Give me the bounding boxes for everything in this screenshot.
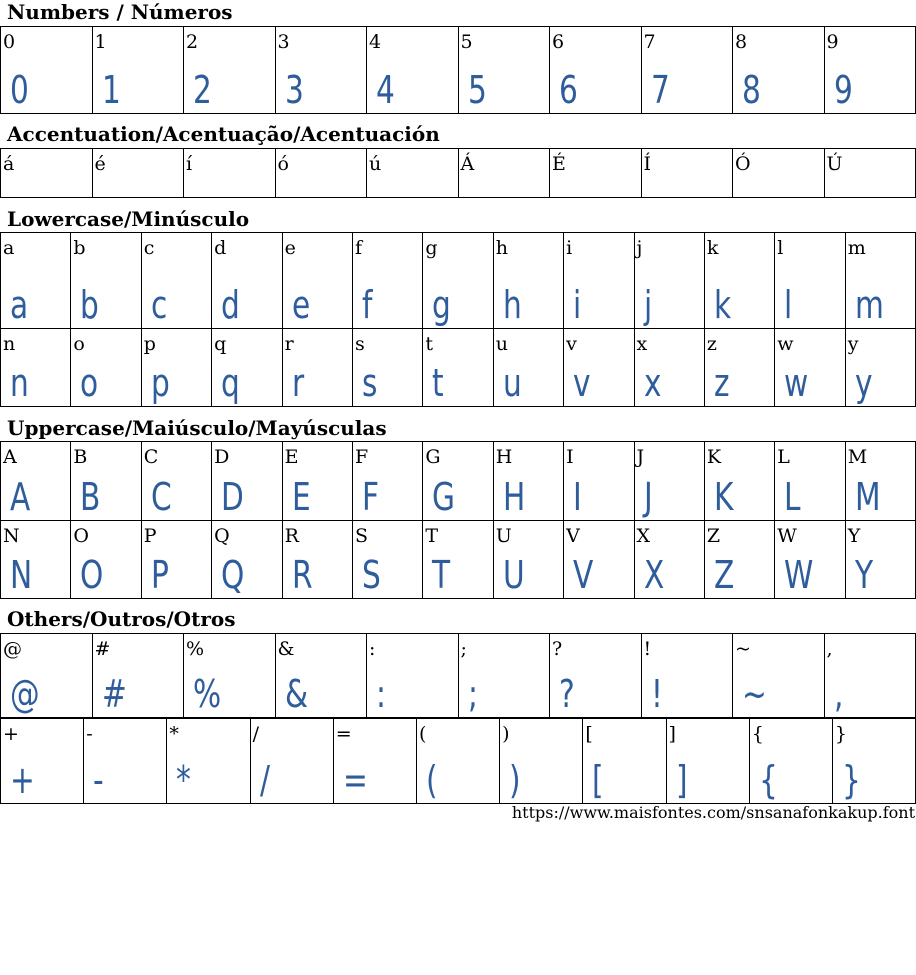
uppercase-cell (282, 521, 352, 598)
char-label: Z (706, 525, 721, 547)
char-label: W (777, 525, 797, 547)
glyph-sample: : (376, 672, 386, 716)
glyph-sample: d (221, 283, 240, 327)
char-label: L (777, 446, 790, 468)
glyph-sample: 6 (559, 68, 578, 112)
char-label: , (826, 638, 833, 660)
others-cell (641, 634, 733, 717)
lowercase-cell (422, 233, 492, 328)
uppercase-cell (634, 521, 704, 598)
uppercase-cell (211, 442, 281, 520)
char-label: * (169, 723, 179, 745)
uppercase-cell (704, 521, 774, 598)
char-label: T (425, 525, 439, 547)
char-label: J (636, 446, 645, 468)
glyph-sample: e (291, 283, 310, 327)
uppercase-title: Uppercase/Maiúsculo/Mayúsculas (7, 416, 387, 440)
glyph-sample: D (221, 475, 244, 519)
glyph-sample: [ (592, 758, 604, 802)
uppercase-cell (141, 442, 211, 520)
char-label: [ (585, 723, 593, 745)
char-label: d (214, 237, 227, 259)
glyph-sample: s (361, 361, 378, 405)
glyph-sample: S (361, 553, 381, 597)
glyph-sample: a (10, 283, 29, 327)
char-label: P (143, 525, 157, 547)
uppercase-cell (493, 521, 563, 598)
char-label: i (566, 237, 573, 259)
glyph-sample: # (101, 672, 127, 716)
char-label: 3 (277, 31, 290, 53)
glyph-sample: + (10, 758, 35, 802)
char-label: : (369, 638, 376, 660)
number-cell (824, 27, 916, 113)
glyph-sample: Z (713, 553, 735, 597)
lowercase-cell (352, 233, 422, 328)
char-label: Í (643, 153, 652, 175)
char-label: í (186, 153, 193, 175)
lowercase-cell (141, 329, 211, 406)
glyph-sample: * (176, 758, 192, 802)
char-label: 9 (826, 31, 839, 53)
uppercase-cell (774, 442, 844, 520)
glyph-sample: n (10, 361, 29, 405)
glyph-sample: ; (467, 672, 478, 716)
char-label: á (3, 153, 15, 175)
uppercase-cell (774, 521, 844, 598)
glyph-sample: A (10, 475, 31, 519)
lowercase-cell (704, 329, 774, 406)
char-label: o (73, 333, 85, 355)
char-label: M (847, 446, 868, 468)
char-label: { (751, 723, 764, 745)
glyph-sample: k (713, 283, 732, 327)
lowercase-cell (0, 329, 70, 406)
glyph-sample: R (291, 553, 313, 597)
uppercase-cell (493, 442, 563, 520)
lowercase-cell (845, 329, 916, 406)
char-label: w (777, 333, 794, 355)
uppercase-cell (352, 521, 422, 598)
char-label: 4 (369, 31, 382, 53)
char-label: R (284, 525, 299, 547)
glyph-sample: L (784, 475, 801, 519)
accent-cell (92, 149, 184, 197)
number-cell (366, 27, 458, 113)
others-grid-row1 (0, 633, 916, 718)
glyph-sample: U (502, 553, 525, 597)
char-label: ; (460, 638, 467, 660)
char-label: B (73, 446, 88, 468)
char-label: O (73, 525, 89, 547)
glyph-sample: 1 (101, 68, 121, 112)
numbers-title: Numbers / Números (7, 0, 233, 24)
uppercase-cell (141, 521, 211, 598)
glyph-sample: q (221, 361, 240, 405)
char-label: y (847, 333, 859, 355)
glyph-sample: X (643, 553, 664, 597)
char-label: e (284, 237, 296, 259)
accent-cell (458, 149, 550, 197)
char-label: k (706, 237, 719, 259)
glyph-sample: F (361, 475, 380, 519)
glyph-sample: = (342, 758, 368, 802)
numbers-grid (0, 26, 916, 114)
glyph-sample: v (573, 361, 591, 405)
others-cell (416, 719, 499, 803)
lowercase-cell (774, 233, 844, 328)
lowercase-cell (634, 329, 704, 406)
glyph-sample: i (573, 283, 582, 327)
char-label: - (86, 723, 93, 745)
glyph-sample: 7 (650, 68, 670, 112)
glyph-sample: f (361, 283, 373, 327)
others-cell (92, 634, 184, 717)
char-label: r (284, 333, 294, 355)
glyph-sample: m (854, 283, 884, 327)
accent-cell (0, 149, 92, 197)
glyph-sample: r (291, 361, 304, 405)
char-label: C (143, 446, 159, 468)
lowercase-cell (282, 329, 352, 406)
char-label: ? (552, 638, 563, 660)
char-label: X (636, 525, 651, 547)
char-label: D (214, 446, 230, 468)
accent-cell (183, 149, 275, 197)
glyph-sample: H (502, 475, 526, 519)
glyph-sample: ? (559, 672, 575, 716)
others-cell (732, 634, 824, 717)
glyph-sample: V (573, 553, 594, 597)
number-cell (183, 27, 275, 113)
glyph-sample: ~ (742, 672, 767, 716)
glyph-sample: N (10, 553, 33, 597)
char-label: 5 (460, 31, 473, 53)
number-cell (92, 27, 184, 113)
others-title: Others/Outros/Otros (7, 607, 236, 631)
others-grid-row2 (0, 718, 916, 804)
glyph-sample: , (833, 672, 843, 716)
char-label: K (706, 446, 722, 468)
char-label: Á (460, 153, 475, 175)
glyph-sample: z (713, 361, 730, 405)
char-label: 6 (552, 31, 565, 53)
uppercase-cell (0, 442, 70, 520)
lowercase-cell (141, 233, 211, 328)
others-cell (0, 634, 92, 717)
glyph-sample: p (150, 361, 170, 405)
lowercase-cell (704, 233, 774, 328)
uppercase-cell (845, 442, 916, 520)
glyph-sample: 4 (376, 68, 395, 112)
char-label: 7 (643, 31, 656, 53)
uppercase-grid-row1 (0, 441, 916, 521)
char-label: + (3, 723, 19, 745)
char-label: É (552, 153, 566, 175)
accentuation-title: Accentuation/Acentuação/Acentuación (7, 122, 440, 146)
others-cell (458, 634, 550, 717)
char-label: q (214, 333, 227, 355)
uppercase-cell (70, 521, 140, 598)
uppercase-grid-row2 (0, 520, 916, 599)
glyph-sample: ) (509, 758, 521, 802)
others-cell (333, 719, 416, 803)
lowercase-cell (774, 329, 844, 406)
char-label: f (354, 237, 362, 259)
uppercase-cell (422, 442, 492, 520)
number-cell (549, 27, 641, 113)
lowercase-cell (493, 233, 563, 328)
glyph-sample: { (758, 758, 778, 802)
others-cell (275, 634, 367, 717)
others-cell (832, 719, 916, 803)
char-label: = (335, 723, 352, 745)
glyph-sample: M (854, 475, 881, 519)
char-label: z (706, 333, 717, 355)
char-label: m (847, 237, 866, 259)
char-label: l (777, 237, 784, 259)
char-label: V (566, 525, 580, 547)
char-label: b (73, 237, 86, 259)
glyph-sample: b (80, 283, 100, 327)
uppercase-cell (70, 442, 140, 520)
glyph-sample: J (643, 475, 653, 519)
char-label: Ú (826, 153, 843, 175)
char-label: % (186, 638, 205, 660)
char-label: Q (214, 525, 230, 547)
char-label: U (495, 525, 512, 547)
others-cell (499, 719, 582, 803)
glyph-sample: @ (10, 672, 40, 716)
uppercase-cell (282, 442, 352, 520)
char-label: ó (277, 153, 289, 175)
glyph-sample: g (432, 283, 452, 327)
char-label: u (495, 333, 508, 355)
others-cell (582, 719, 665, 803)
glyph-sample: & (284, 672, 308, 716)
others-cell (83, 719, 166, 803)
glyph-sample: 5 (467, 68, 487, 112)
others-cell (166, 719, 249, 803)
accent-cell (824, 149, 916, 197)
glyph-sample: c (150, 283, 168, 327)
char-label: a (3, 237, 15, 259)
char-label: ~ (735, 638, 751, 660)
others-cell (250, 719, 333, 803)
accent-cell (732, 149, 824, 197)
lowercase-cell (422, 329, 492, 406)
number-cell (0, 27, 92, 113)
char-label: E (284, 446, 299, 468)
char-label: j (636, 237, 643, 259)
char-label: v (566, 333, 577, 355)
lowercase-cell (563, 329, 633, 406)
glyph-sample: ] (675, 758, 688, 802)
glyph-sample: o (80, 361, 99, 405)
lowercase-cell (211, 233, 281, 328)
char-label: c (143, 237, 155, 259)
accent-cell (275, 149, 367, 197)
char-label: ! (643, 638, 652, 660)
char-label: 1 (94, 31, 107, 53)
uppercase-cell (563, 442, 633, 520)
char-label: I (566, 446, 574, 468)
others-cell (549, 634, 641, 717)
glyph-sample: t (432, 361, 444, 405)
char-label: & (277, 638, 295, 660)
glyph-sample: I (573, 475, 582, 519)
others-cell (366, 634, 458, 717)
glyph-sample: - (93, 758, 104, 802)
uppercase-cell (704, 442, 774, 520)
glyph-sample: 0 (10, 68, 29, 112)
others-cell (824, 634, 916, 717)
char-label: # (94, 638, 111, 660)
glyph-sample: 2 (193, 68, 212, 112)
char-label: Y (847, 525, 861, 547)
glyph-sample: w (784, 361, 809, 405)
glyph-sample: K (713, 475, 734, 519)
char-label: p (143, 333, 156, 355)
char-label: ) (502, 723, 510, 745)
lowercase-cell (211, 329, 281, 406)
glyph-sample: Q (221, 553, 245, 597)
glyph-sample: u (502, 361, 522, 405)
char-label: ] (668, 723, 676, 745)
char-label: é (94, 153, 106, 175)
number-cell (275, 27, 367, 113)
glyph-sample: / (259, 758, 270, 802)
char-label: } (834, 723, 847, 745)
uppercase-cell (563, 521, 633, 598)
uppercase-cell (211, 521, 281, 598)
glyph-sample: Y (854, 553, 873, 597)
lowercase-cell (282, 233, 352, 328)
char-label: F (354, 446, 369, 468)
glyph-sample: y (854, 361, 873, 405)
char-label: A (3, 446, 17, 468)
glyph-sample: C (150, 475, 172, 519)
glyph-sample: G (432, 475, 456, 519)
glyph-sample: h (502, 283, 522, 327)
lowercase-cell (0, 233, 70, 328)
number-cell (458, 27, 550, 113)
accent-cell (641, 149, 733, 197)
lowercase-grid-row1 (0, 232, 916, 329)
glyph-sample: l (784, 283, 793, 327)
glyph-sample: % (193, 672, 222, 716)
glyph-sample: 3 (284, 68, 304, 112)
glyph-sample: } (841, 758, 861, 802)
char-label: h (495, 237, 508, 259)
char-label: @ (3, 638, 22, 660)
glyph-sample: 9 (833, 68, 853, 112)
lowercase-cell (70, 233, 140, 328)
char-label: s (354, 333, 365, 355)
lowercase-title: Lowercase/Minúsculo (7, 207, 250, 231)
lowercase-cell (352, 329, 422, 406)
lowercase-cell (634, 233, 704, 328)
char-label: / (252, 723, 259, 745)
uppercase-cell (422, 521, 492, 598)
glyph-sample: j (643, 283, 652, 327)
uppercase-cell (0, 521, 70, 598)
glyph-sample: P (150, 553, 169, 597)
lowercase-cell (70, 329, 140, 406)
glyph-sample: 8 (742, 68, 761, 112)
char-label: ú (369, 153, 382, 175)
number-cell (641, 27, 733, 113)
accent-cell (549, 149, 641, 197)
char-label: g (425, 237, 438, 259)
char-label: N (3, 525, 20, 547)
glyph-sample: ! (650, 672, 663, 716)
others-cell (0, 719, 83, 803)
char-label: ( (418, 723, 427, 745)
char-label: 8 (735, 31, 748, 53)
accent-cell (366, 149, 458, 197)
uppercase-cell (845, 521, 916, 598)
glyph-sample: B (80, 475, 101, 519)
glyph-sample: x (643, 361, 662, 405)
char-label: x (636, 333, 648, 355)
glyph-sample: O (80, 553, 104, 597)
char-label: S (354, 525, 368, 547)
glyph-sample: E (291, 475, 311, 519)
uppercase-cell (352, 442, 422, 520)
accentuation-grid (0, 148, 916, 198)
char-label: 2 (186, 31, 199, 53)
others-cell (666, 719, 749, 803)
others-cell (749, 719, 832, 803)
char-label: n (3, 333, 16, 355)
char-label: H (495, 446, 513, 468)
lowercase-cell (845, 233, 916, 328)
glyph-sample: T (432, 553, 451, 597)
source-url[interactable]: https://www.maisfontes.com/snsanafonkakup.font (511, 803, 915, 822)
char-label: Ó (735, 153, 751, 175)
lowercase-grid-row2 (0, 328, 916, 407)
glyph-sample: ( (425, 758, 438, 802)
glyph-sample: W (784, 553, 814, 597)
uppercase-cell (634, 442, 704, 520)
char-label: 0 (3, 31, 16, 53)
lowercase-cell (493, 329, 563, 406)
number-cell (732, 27, 824, 113)
others-cell (183, 634, 275, 717)
char-label: G (425, 446, 441, 468)
lowercase-cell (563, 233, 633, 328)
char-label: t (425, 333, 433, 355)
